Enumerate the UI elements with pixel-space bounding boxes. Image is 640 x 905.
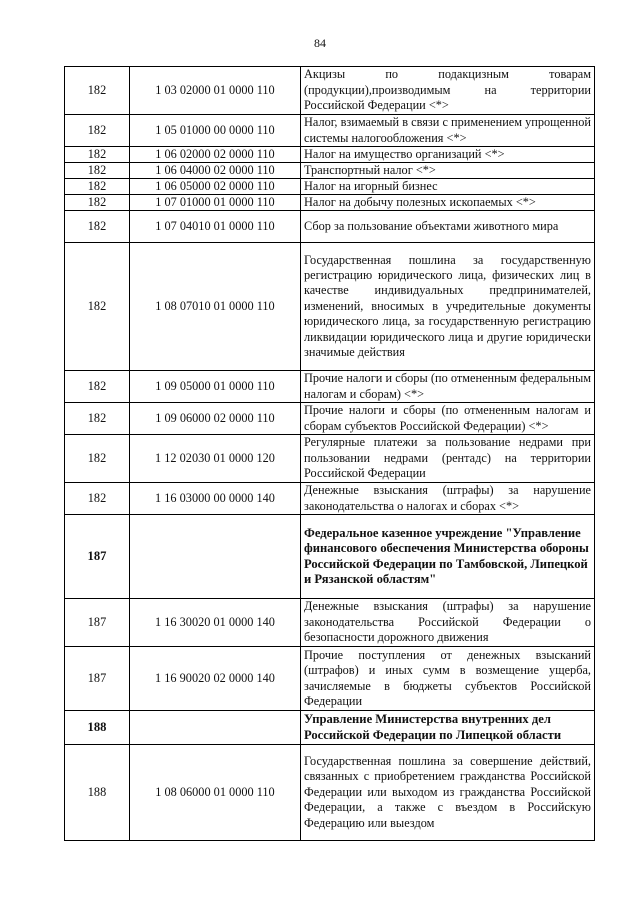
kbk-code-cell: 1 16 90020 02 0000 140	[130, 647, 301, 711]
income-name-cell: Налог на имущество организаций <*>	[301, 147, 595, 163]
kbk-code-cell	[130, 515, 301, 599]
kbk-code-cell: 1 06 02000 02 0000 110	[130, 147, 301, 163]
income-name-cell: Прочие налоги и сборы (по отмененным федеральным налогам и сборам) <*>	[301, 371, 595, 403]
budget-classification-table	[64, 66, 595, 841]
table-body	[65, 67, 595, 841]
kbk-code-cell: 1 09 05000 01 0000 110	[130, 371, 301, 403]
kbk-code-cell: 1 16 30020 01 0000 140	[130, 599, 301, 647]
kbk-code-cell: 1 07 01000 01 0000 110	[130, 195, 301, 211]
income-name-cell: Денежные взыскания (штрафы) за нарушение законодательства о налогах и сборах <*>	[301, 483, 595, 515]
table-row	[65, 599, 595, 647]
income-name-cell: Акцизы по подакцизным товарам (продукции),производимым на территории Российской Федерации <*>	[301, 67, 595, 115]
table-row	[65, 211, 595, 243]
income-name-cell: Государственная пошлина за государственную регистрацию юридического лица, физических лиц в качестве индивидуальных предпринимателей, изменений, вносимых в учредительные документы юридического лица, за государственную регистрацию ликвидации юридического лица и другие юридически значимые действия	[301, 243, 595, 371]
income-name-cell: Транспортный налог <*>	[301, 163, 595, 179]
kbk-code-cell: 1 06 04000 02 0000 110	[130, 163, 301, 179]
kbk-code-cell: 1 08 07010 01 0000 110	[130, 243, 301, 371]
table-row-administrator-header	[65, 515, 595, 599]
table-row	[65, 115, 595, 147]
admin-code-cell: 182	[65, 483, 130, 515]
admin-code-cell: 182	[65, 371, 130, 403]
admin-code-cell: 182	[65, 163, 130, 179]
income-name-cell: Регулярные платежи за пользование недрами при пользовании недрами (рентадс) на территории Российской Федерации	[301, 435, 595, 483]
admin-code-cell: 182	[65, 195, 130, 211]
admin-code-cell: 182	[65, 403, 130, 435]
kbk-code-cell: 1 08 06000 01 0000 110	[130, 745, 301, 841]
table-row-administrator-header	[65, 711, 595, 745]
income-name-cell: Налог на добычу полезных ископаемых <*>	[301, 195, 595, 211]
admin-code-cell: 187	[65, 599, 130, 647]
kbk-code-cell: 1 03 02000 01 0000 110	[130, 67, 301, 115]
table-row	[65, 163, 595, 179]
table-row	[65, 647, 595, 711]
table-row	[65, 745, 595, 841]
kbk-code-cell: 1 09 06000 02 0000 110	[130, 403, 301, 435]
admin-code-cell: 187	[65, 515, 130, 599]
table-row	[65, 435, 595, 483]
table-row	[65, 179, 595, 195]
income-name-cell: Сбор за пользование объектами животного мира	[301, 211, 595, 243]
table-row	[65, 243, 595, 371]
income-name-cell: Прочие поступления от денежных взысканий (штрафов) и иных сумм в возмещение ущерба, зачисляемые в бюджеты субъектов Российской Федерации	[301, 647, 595, 711]
kbk-code-cell: 1 07 04010 01 0000 110	[130, 211, 301, 243]
kbk-code-cell	[130, 711, 301, 745]
admin-code-cell: 182	[65, 147, 130, 163]
income-name-cell: Налог на игорный бизнес	[301, 179, 595, 195]
administrator-name-cell: Управление Министерства внутренних дел Российской Федерации по Липецкой области	[301, 711, 595, 745]
income-name-cell: Государственная пошлина за совершение действий, связанных с приобретением гражданства Российской Федерации или выходом из гражданства Российской Федерации, а также с въездом в Российскую Федерацию или выездом	[301, 745, 595, 841]
kbk-code-cell: 1 16 03000 00 0000 140	[130, 483, 301, 515]
table-row	[65, 195, 595, 211]
admin-code-cell: 182	[65, 115, 130, 147]
income-name-cell: Прочие налоги и сборы (по отмененным налогам и сборам субъектов Российской Федерации) <*>	[301, 403, 595, 435]
admin-code-cell: 182	[65, 179, 130, 195]
kbk-code-cell: 1 06 05000 02 0000 110	[130, 179, 301, 195]
table-row	[65, 147, 595, 163]
table-row	[65, 403, 595, 435]
income-name-cell: Денежные взыскания (штрафы) за нарушение законодательства Российской Федерации о безопасности дорожного движения	[301, 599, 595, 647]
admin-code-cell: 188	[65, 711, 130, 745]
income-name-cell: Налог, взимаемый в связи с применением упрощенной системы налогообложения <*>	[301, 115, 595, 147]
admin-code-cell: 182	[65, 67, 130, 115]
kbk-code-cell: 1 12 02030 01 0000 120	[130, 435, 301, 483]
admin-code-cell: 187	[65, 647, 130, 711]
table-row	[65, 483, 595, 515]
administrator-name-cell: Федеральное казенное учреждение "Управление финансового обеспечения Министерства обороны Российской Федерации по Тамбовской, Липецкой и Рязанской областям"	[301, 515, 595, 599]
table-row	[65, 67, 595, 115]
admin-code-cell: 182	[65, 211, 130, 243]
admin-code-cell: 182	[65, 435, 130, 483]
admin-code-cell: 188	[65, 745, 130, 841]
admin-code-cell: 182	[65, 243, 130, 371]
table-row	[65, 371, 595, 403]
page-number: 84	[314, 36, 326, 50]
kbk-code-cell: 1 05 01000 00 0000 110	[130, 115, 301, 147]
